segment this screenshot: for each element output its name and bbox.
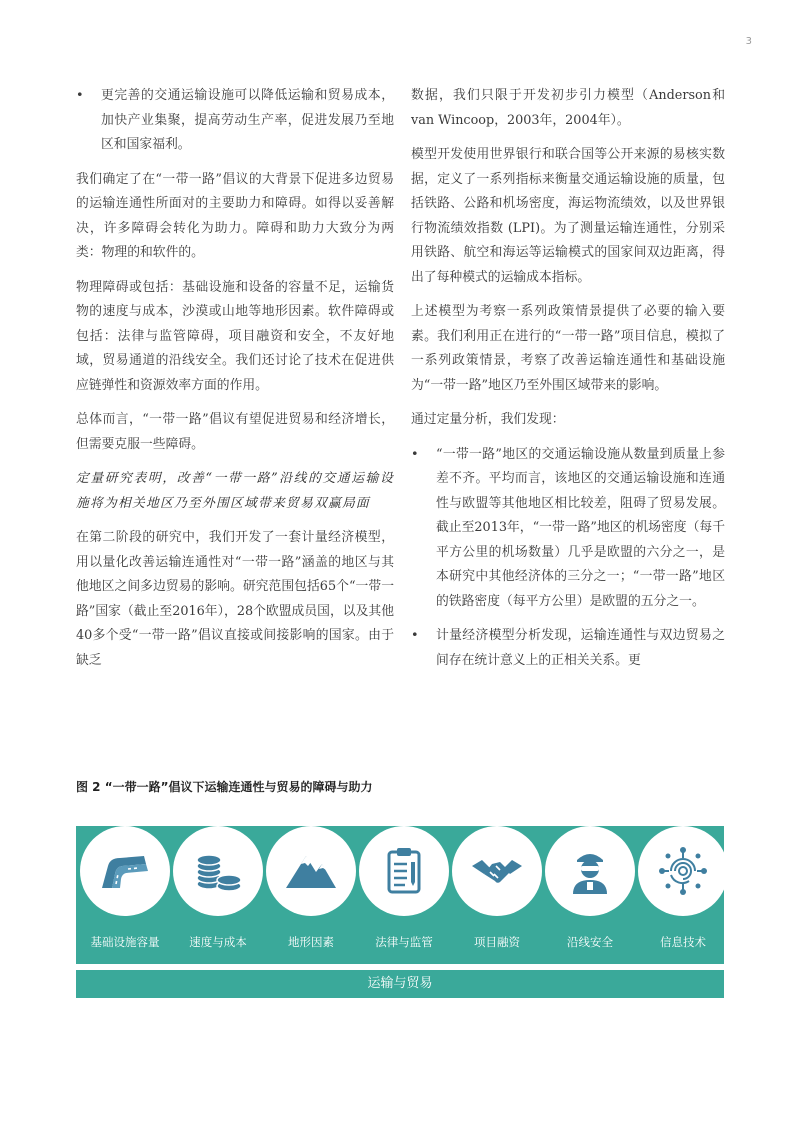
figure-item xyxy=(638,826,728,964)
figure-bottom-band: 运输与贸易 xyxy=(76,970,724,998)
figure-item-label: 基础设施容量 xyxy=(90,935,160,949)
figure-icon-circle xyxy=(545,826,635,916)
figure-icon-circle xyxy=(359,826,449,916)
paragraph: 模型开发使用世界银行和联合国等公开来源的易核实数据，定义了一系列指标来衡量交通运输设施的质量，包括铁路、公路和机场密度，海运物流绩效，以及世界银行物流绩效指数 (LPI)。为了测量运输连通性，分别采用铁路、航空和海运等运输模式的国家间双边距离，得出了每种模式的运输成本指标。 xyxy=(411,147,725,285)
figure-item-label: 速度与成本 xyxy=(189,935,247,949)
guard-icon xyxy=(563,844,617,898)
right-column xyxy=(411,84,725,683)
handshake-icon xyxy=(470,844,524,898)
mountain-icon xyxy=(284,844,338,898)
figure-item xyxy=(452,826,542,964)
figure-icon-circle xyxy=(266,826,356,916)
clipboard-icon xyxy=(377,844,431,898)
figure-item xyxy=(266,826,356,964)
bullet-item xyxy=(76,84,394,158)
figure-icon-circle xyxy=(80,826,170,916)
bullet-item xyxy=(411,443,725,615)
paragraph: 我们确定了在“一带一路”倡议的大背景下促进多边贸易的运输连通性所面对的主要助力和障碍。如得以妥善解决，许多障碍会转化为助力。障碍和助力大致分为两类：物理的和软件的。 xyxy=(76,171,394,260)
bullet-dot: • xyxy=(411,628,419,643)
paragraph: 物理障碍或包括：基础设施和设备的容量不足，运输货物的速度与成本，沙漠或山地等地形因素。软件障碍或包括：法律与监管障碍，项目融资和安全，不友好地域，贸易通道的沿线安全。我们还讨论了技术在促进供应链弹性和资源效率方面的作用。 xyxy=(76,279,394,393)
paragraph: 在第二阶段的研究中，我们开发了一套计量经济模型，用以量化改善运输连通性对“一带一路”涵盖的地区与其他地区之间多边贸易的影响。研究范围包括65个“一带一路”国家（截止至2016年），28个欧盟成员国，以及其他40多个受“一带一路”倡议直接或间接影响的国家。由于缺乏 xyxy=(76,530,394,668)
left-column xyxy=(76,84,394,683)
figure-item-label: 信息技术 xyxy=(660,935,706,949)
bullet-item xyxy=(411,624,725,673)
figure-title: 图 2 “一带一路”倡议下运输连通性与贸易的障碍与助力 xyxy=(76,780,373,794)
figure-item-label: 地形因素 xyxy=(288,935,334,949)
paragraph: 数据，我们只限于开发初步引力模型（Anderson和van Wincoop，2003年，2004年）。 xyxy=(411,88,725,128)
bullet-dot: • xyxy=(411,446,419,462)
fingerprint-network-icon xyxy=(656,844,710,898)
figure-item xyxy=(545,826,635,964)
figure-item-label: 项目融资 xyxy=(474,935,520,949)
figure-item xyxy=(359,826,449,964)
road-icon xyxy=(98,844,152,898)
figure-icon-circle xyxy=(452,826,542,916)
figure-item xyxy=(173,826,263,964)
page-number: 3 xyxy=(745,36,752,47)
figure-2 xyxy=(76,826,724,998)
figure-icon-circle xyxy=(173,826,263,916)
bullet-text: 计量经济模型分析发现，运输连通性与双边贸易之间存在统计意义上的正相关关系。更 xyxy=(436,628,725,668)
bullet-dot: • xyxy=(76,88,84,103)
paragraph: 上述模型为考察一系列政策情景提供了必要的输入要素。我们利用正在进行的“一带一路”项目信息，模拟了一系列政策情景，考察了改善运输连通性和基础设施为“一带一路”地区乃至外围区域带来的影响。 xyxy=(411,304,725,393)
highlight-statement: 定量研究表明，改善“一带一路”沿线的交通运输设施将为相关地区乃至外围区域带来贸易双赢局面 xyxy=(76,471,394,511)
figure-item xyxy=(80,826,170,964)
figure-item-label: 法律与监管 xyxy=(375,935,433,949)
figure-item-label: 沿线安全 xyxy=(567,935,613,949)
bullet-text: 更完善的交通运输设施可以降低运输和贸易成本，加快产业集聚，提高劳动生产率，促进发展乃至地区和国家福利。 xyxy=(101,88,394,152)
bullet-text: “一带一路”地区的交通运输设施从数量到质量上参差不齐。平均而言，该地区的交通运输设施和连通性与欧盟等其他地区相比较差，阻碍了贸易发展。截止至2013年，“一带一路”地区的机场密度（每千平方公里的机场数量）几乎是欧盟的六分之一，是本研究中其他经济体的三分之一；“一带一路”地区的铁路密度（每平方公里）是欧盟的五分之一。 xyxy=(436,446,725,609)
paragraph: 通过定量分析，我们发现： xyxy=(411,412,565,427)
paragraph: 总体而言，“一带一路”倡议有望促进贸易和经济增长，但需要克服一些障碍。 xyxy=(76,412,394,452)
coins-icon xyxy=(191,844,245,898)
figure-icon-circle xyxy=(638,826,728,916)
